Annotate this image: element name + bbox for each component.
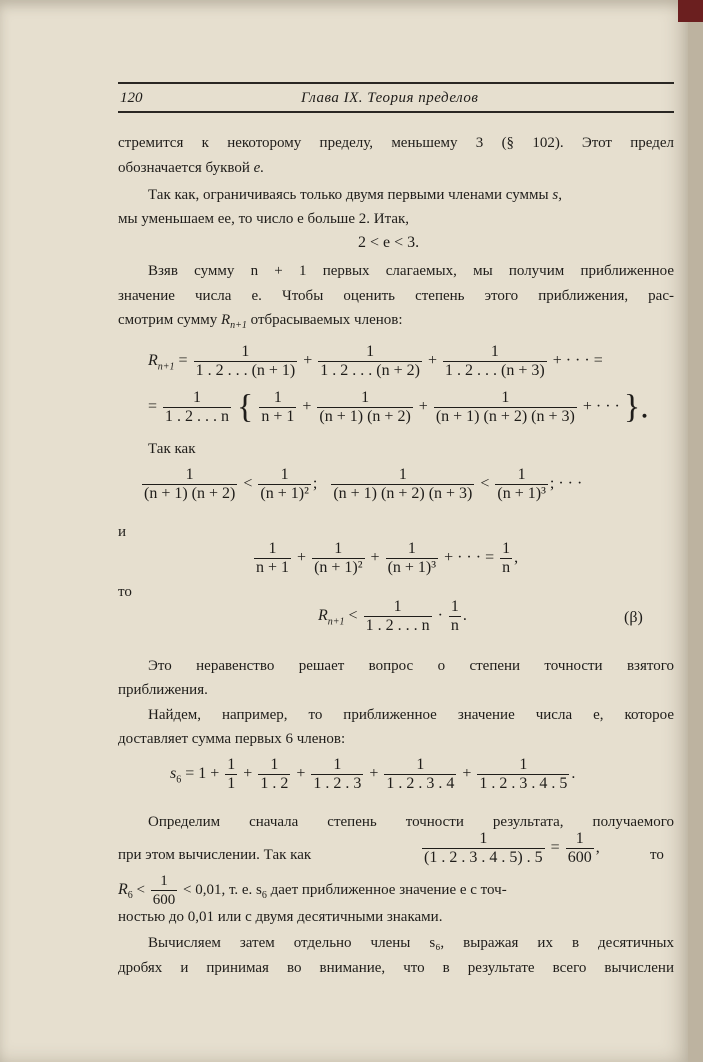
text-line: Так как xyxy=(148,441,196,457)
text-line: стремится к некоторому пределу, меньшему 3 (§ 102). Этот предел xyxy=(118,135,674,151)
text-line: дробях и принимая во внимание, что в результате всего вычислени xyxy=(118,960,674,976)
text-line: то xyxy=(118,584,132,600)
text-line: Вычисляем затем отдельно члены s₆, выражая их в десятичных xyxy=(148,935,674,951)
formula-r-factored: = $\frac{1}{1 . 2 . . . n}$ { $\frac{1}{n + 1}$ + $\frac{1}{(n + 1) (n + 2)}$ + $\frac{1}{(n + 1) (n + 2) (n + 3)}$ + · · · }. xyxy=(148,388,649,426)
text-line: и xyxy=(118,524,127,540)
formula-s6: $s_6 = 1$ + $\frac{1}{1}$ + $\frac{1}{1 . 2}$ + $\frac{1}{1 . 2 . 3}$ + $\frac{1}{1 . 2 . 3 . 4}$ + $\frac{1}{1 . 2 . 3 . 4 . 5}$ . xyxy=(170,756,576,792)
text-line: смотрим сумму $R_{n+1}$ отбрасываемых членов: xyxy=(118,312,403,331)
chapter-title: Глава IX. Теория пределов xyxy=(301,90,479,106)
text-line: Определим сначала степень точности результата, получаемого xyxy=(148,814,674,830)
text-line: мы уменьшаем ее, то число e больше 2. Итак, xyxy=(118,211,410,227)
text-line: при этом вычислении. Так как xyxy=(118,847,312,863)
running-header xyxy=(118,80,674,114)
text-line: доставляет сумма первых 6 членов: xyxy=(118,731,346,747)
header-rule-top xyxy=(118,82,674,84)
formula-beta: $R_{n+1}$ < $\frac{1}{1 . 2 . . . n}$ · $\frac{1}{n}$ . xyxy=(318,598,467,634)
page-number: 120 xyxy=(120,90,143,106)
equation-label: (β) xyxy=(624,609,643,626)
text-line: значение числа e. Чтобы оценить степень этого приближения, рас- xyxy=(118,288,674,304)
bookmark-ribbon xyxy=(678,0,703,22)
formula-comparisons: $\frac{1}{(n + 1) (n + 2)}$ < $\frac{1}{\text{(n + 1)²}}$ ; $\frac{1}{(n + 1) (n + 2) (n + 3)}$ < $\frac{1}{\text{(n + 1)³}}$ ; · · · xyxy=(144,466,583,502)
formula-r-sum: $R_{n+1}$ = $\frac{1}{1 . 2 . . . (n + 1)}$ + $\frac{1}{1 . 2 . . . (n + 2)}$ + $\frac{1}{1 . 2 . . . (n + 3)}$ + · · · = xyxy=(148,343,603,379)
formula-geometric-series: $\frac{1}{n + 1}$ + $\frac{1}{\text{(n + 1)²}}$ + $\frac{1}{\text{(n + 1)³}}$ + · · · = $\frac{1}{n}$ , xyxy=(256,540,519,576)
text-line: $R_6$ < $\frac{1}{600}$ < 0,01, т. е. $s_6$ дает приближенное значение e с точ- xyxy=(118,873,507,908)
header-rule-bottom xyxy=(118,111,674,113)
text-line: обозначается буквой e. xyxy=(118,160,265,176)
text-line: ностью до 0,01 или с двумя десятичными знаками. xyxy=(118,909,443,925)
text-line: Взяв сумму n + 1 первых слагаемых, мы получим приближенное xyxy=(148,263,674,279)
text-line: Найдем, например, то приближенное значение числа e, которое xyxy=(148,707,674,723)
text-line: приближения. xyxy=(118,682,208,698)
page-edge xyxy=(688,0,703,1062)
text-line: Так как, ограничиваясь только двумя первыми членами суммы s, xyxy=(148,187,562,203)
text-line: Это неравенство решает вопрос о степени точности взятого xyxy=(148,658,674,674)
text-line: то xyxy=(650,847,664,863)
formula-error-estimate: $\frac{1}{(1 . 2 . 3 . 4 . 5) . 5}$ = $\frac{1}{600}$ , xyxy=(424,830,600,866)
inequality: 2 < e < 3. xyxy=(358,234,420,251)
